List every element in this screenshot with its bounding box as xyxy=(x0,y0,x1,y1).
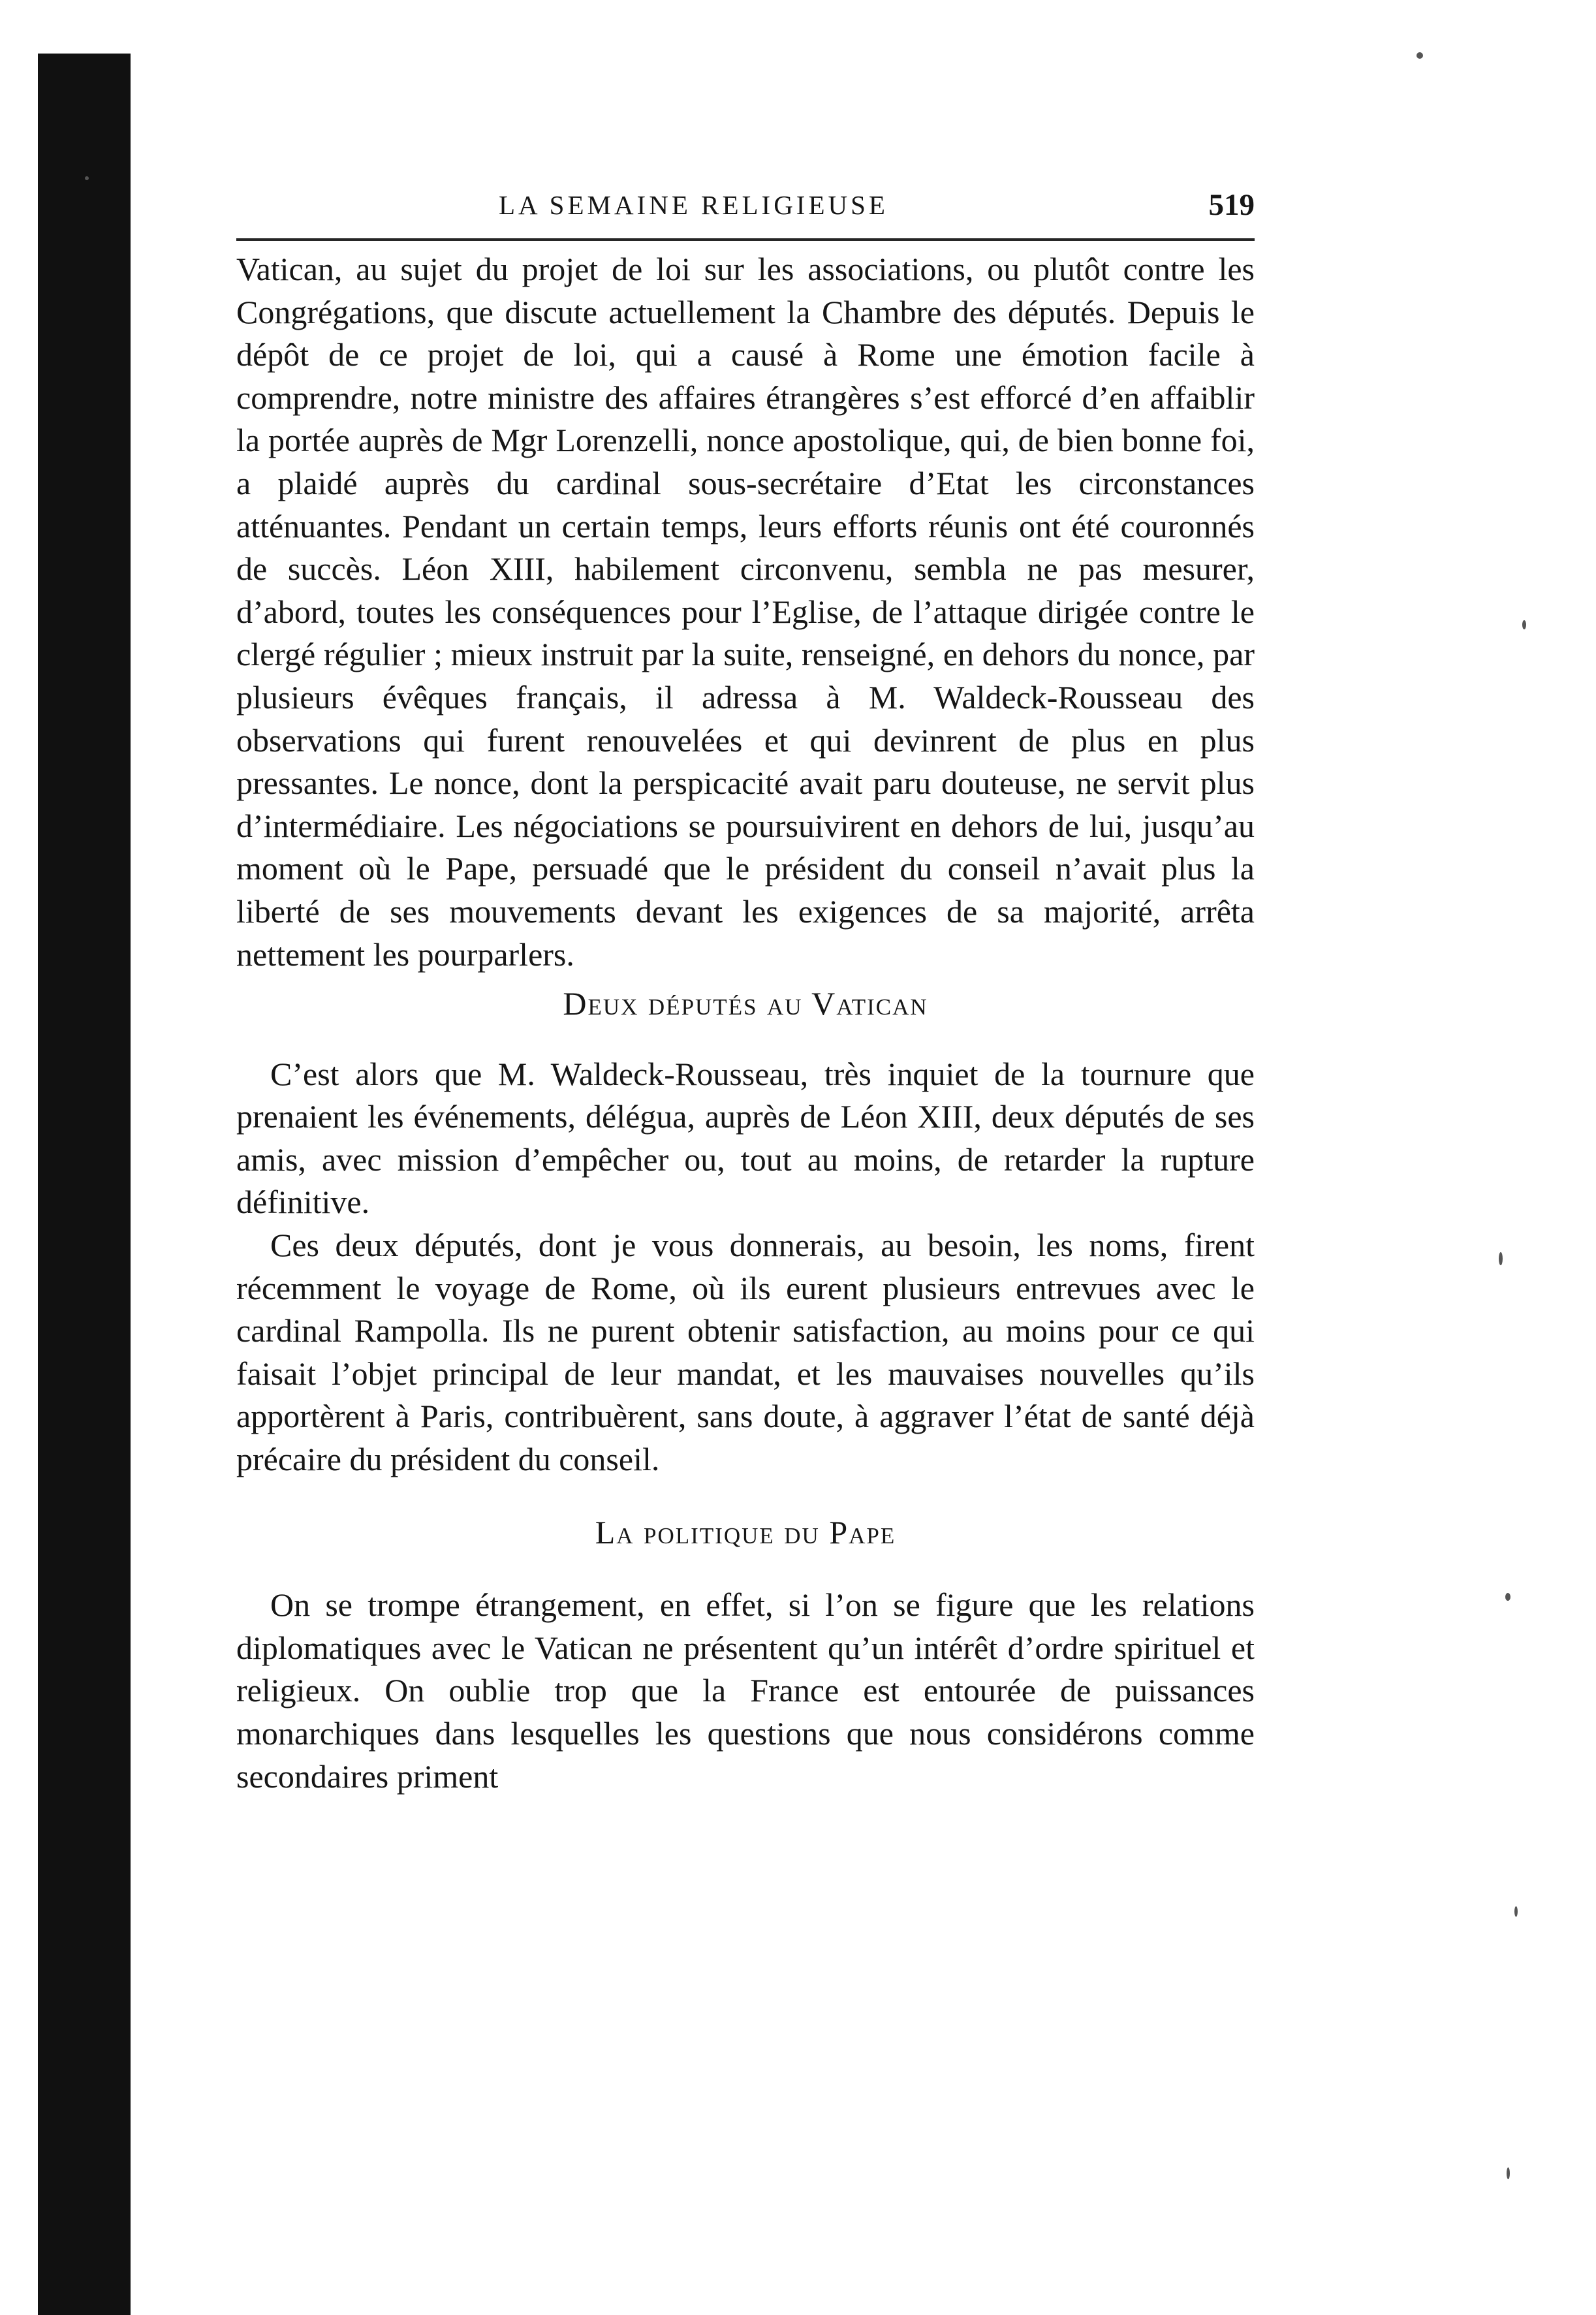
print-speck xyxy=(1499,1252,1503,1265)
paragraph-deux-deputes: Ces deux députés, dont je vous donnerais, au besoin, les noms, firent récemment le voyage de Rome, où ils eurent plusieurs entrevues avec le cardinal Rampolla. Ils ne purent obtenir satisfaction, au moins pour ce qui faisait l’objet principal de leur mandat, et les mauvaises nouvelles qu’ils apportèrent à Paris, contribuèrent, sans doute, à aggraver l’état de santé déjà précaire du président du conseil. xyxy=(236,1227,1255,1478)
paragraph-waldeck: C’est alors que M. Waldeck-Rousseau, très inquiet de la tournure que prenaient les événements, délégua, auprès de Léon XIII, deux députés de ses amis, avec mission d’empêcher ou, tout au moins, de retarder la rupture définitive. xyxy=(236,1055,1255,1221)
article-body xyxy=(236,248,1255,1798)
paragraph-politique: On se trompe étrangement, en effet, si l’on se figure que les relations diplomatiques avec le Vatican ne présentent qu’un intérêt d’ordre spirituel et religieux. On oublie trop que la France est entourée de puissances monarchiques dans lesquelles les questions que nous considérons comme secondaires priment xyxy=(236,1586,1255,1795)
print-speck xyxy=(1416,52,1423,59)
print-speck xyxy=(1514,1906,1518,1917)
section-heading-politique-du-pape: La politique du Pape xyxy=(595,1513,896,1551)
page-header xyxy=(236,185,1255,225)
print-speck xyxy=(1522,620,1526,629)
print-speck xyxy=(1507,2167,1510,2179)
page-number: 519 xyxy=(1208,188,1255,222)
header-rule xyxy=(236,238,1255,241)
running-title: LA SEMAINE RELIGIEUSE xyxy=(499,190,888,220)
page-binding-edge xyxy=(38,54,131,2315)
print-speck xyxy=(85,176,89,180)
section-heading-deux-deputes: Deux députés au Vatican xyxy=(563,985,928,1022)
paragraph-vatican: Vatican, au sujet du projet de loi sur les associations, ou plutôt contre les Congrégations, que discute actuellement la Chambre des députés. Depuis le dépôt de ce projet de loi, qui a causé à Rome une émotion facile à comprendre, notre ministre des affaires étrangères s’est efforcé d’en affaiblir la portée auprès de Mgr Lorenzelli, nonce apostolique, qui, de bien bonne foi, a plaidé auprès du cardinal sous-secrétaire d’Etat les circonstances atténuantes. Pendant un certain temps, leurs efforts réunis ont été couronnés de succès. Léon XIII, habilement circonvenu, sembla ne pas mesurer, d’abord, toutes les conséquences pour l’Eglise, de l’attaque dirigée contre le clergé régulier ; mieux instruit par la suite, renseigné, en dehors du nonce, par plusieurs évêques français, il adressa à M. Waldeck-Rousseau des observations qui furent renouvelées et qui devinrent de plus en plus pressantes. Le nonce, dont la perspicacité avait paru douteuse, ne servit plus d’intermédiaire. Les négociations se poursuivirent en dehors de lui, jusqu’au moment où le Pape, persuadé que le président du conseil n’avait plus la liberté de ses mouvements devant les exigences de sa majorité, arrêta nettement les pourparlers. xyxy=(236,251,1255,973)
print-speck xyxy=(1505,1593,1510,1601)
